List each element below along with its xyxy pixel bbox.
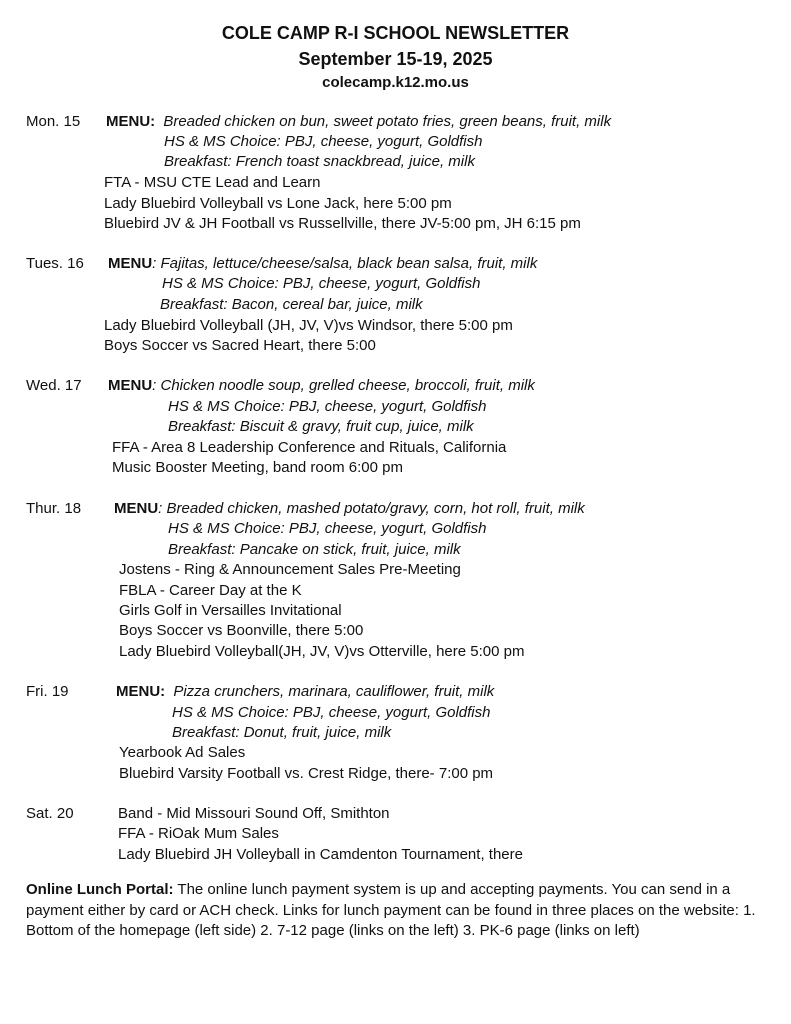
newsletter-header — [0, 20, 791, 94]
event-item: FBLA - Career Day at the K — [119, 582, 302, 599]
menu-label: MENU — [108, 255, 153, 272]
newsletter-title: COLE CAMP R-I SCHOOL NEWSLETTER — [221, 23, 570, 43]
menu-text: : Fajitas, lettuce/cheese/salsa, black bean salsa, fruit, milk — [152, 255, 538, 272]
lunch-portal-notice — [26, 880, 766, 942]
event-item: Bluebird JV & JH Football vs Russellville, there JV-5:00 pm, JH 6:15 pm — [104, 215, 581, 232]
event-item: Bluebird Varsity Football vs. Crest Ridge, there- 7:00 pm — [119, 765, 494, 782]
menu-line — [106, 112, 611, 132]
event-item: Boys Soccer vs Sacred Heart, there 5:00 — [104, 337, 376, 354]
menu-line — [114, 499, 585, 519]
event-item: Music Booster Meeting, band room 6:00 pm — [112, 459, 403, 476]
menu-label: MENU: — [106, 113, 156, 130]
event-item: Lady Bluebird Volleyball(JH, JV, V)vs Otterville, here 5:00 pm — [119, 643, 525, 660]
event-item: Girls Golf in Versailles Invitational — [119, 602, 342, 619]
portal-text: The online lunch payment system is up and accepting payments. You can send in a payment either by card or ACH check. Links for lunch payment can be found in three places on the website: 1. Bottom of the homepage (left side) 2. 7-12 page (links on the left) 3. PK-6 page (links on left) — [26, 881, 756, 939]
event-item: Jostens - Ring & Announcement Sales Pre-Meeting — [119, 561, 461, 578]
newsletter-dates: September 15-19, 2025 — [298, 49, 493, 69]
breakfast-line: Breakfast: Bacon, cereal bar, juice, milk — [160, 296, 423, 313]
event-item: Boys Soccer vs Boonville, there 5:00 — [119, 622, 364, 639]
school-website: colecamp.k12.mo.us — [322, 74, 469, 91]
menu-line — [108, 254, 537, 274]
event-item: Lady Bluebird JH Volleyball in Camdenton Tournament, there — [118, 846, 523, 863]
event-item: FTA - MSU CTE Lead and Learn — [104, 174, 321, 191]
choice-line: HS & MS Choice: PBJ, cheese, yogurt, Goldfish — [168, 398, 487, 415]
menu-label: MENU — [114, 500, 159, 517]
event-item: FFA - Area 8 Leadership Conference and Rituals, California — [112, 439, 507, 456]
menu-text: Pizza crunchers, marinara, cauliflower, fruit, milk — [173, 683, 495, 700]
event-item: Yearbook Ad Sales — [119, 744, 246, 761]
event-item: Band - Mid Missouri Sound Off, Smithton — [118, 805, 390, 822]
menu-text: : Breaded chicken, mashed potato/gravy, corn, hot roll, fruit, milk — [158, 500, 585, 517]
menu-text: : Chicken noodle soup, grelled cheese, broccoli, fruit, milk — [152, 377, 535, 394]
event-item: FFA - RiOak Mum Sales — [118, 825, 279, 842]
menu-line — [108, 376, 535, 396]
menu-label: MENU — [108, 377, 153, 394]
day-label: Wed. 17 — [26, 377, 82, 394]
choice-line: HS & MS Choice: PBJ, cheese, yogurt, Goldfish — [168, 520, 487, 537]
portal-label: Online Lunch Portal: — [26, 881, 174, 898]
menu-label: MENU: — [116, 683, 166, 700]
day-label: Tues. 16 — [26, 255, 84, 272]
event-item: Lady Bluebird Volleyball vs Lone Jack, here 5:00 pm — [104, 195, 452, 212]
choice-line: HS & MS Choice: PBJ, cheese, yogurt, Goldfish — [172, 704, 491, 721]
breakfast-line: Breakfast: Pancake on stick, fruit, juice, milk — [168, 541, 461, 558]
day-label: Thur. 18 — [26, 500, 82, 517]
choice-line: HS & MS Choice: PBJ, cheese, yogurt, Goldfish — [164, 133, 483, 150]
day-label: Mon. 15 — [26, 113, 81, 130]
menu-text: Breaded chicken on bun, sweet potato fries, green beans, fruit, milk — [163, 113, 612, 130]
breakfast-line: Breakfast: Donut, fruit, juice, milk — [172, 724, 392, 741]
day-label: Sat. 20 — [26, 805, 74, 822]
event-item: Lady Bluebird Volleyball (JH, JV, V)vs Windsor, there 5:00 pm — [104, 317, 513, 334]
day-label: Fri. 19 — [26, 683, 69, 700]
breakfast-line: Breakfast: Biscuit & gravy, fruit cup, juice, milk — [168, 418, 474, 435]
choice-line: HS & MS Choice: PBJ, cheese, yogurt, Goldfish — [162, 275, 481, 292]
menu-line — [116, 682, 494, 702]
breakfast-line: Breakfast: French toast snackbread, juice, milk — [164, 153, 475, 170]
